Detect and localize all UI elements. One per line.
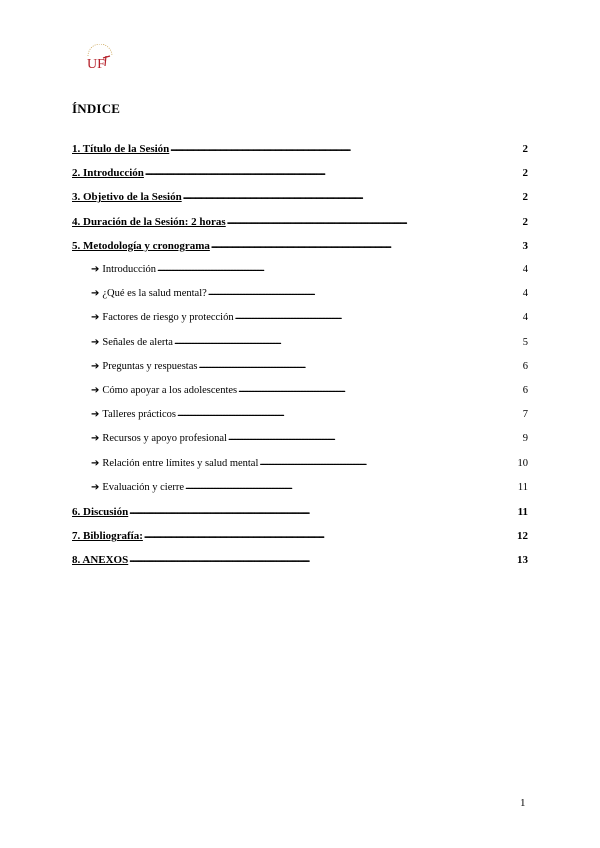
dot-leader bbox=[235, 310, 522, 324]
toc-entry[interactable] bbox=[91, 384, 528, 398]
dot-leader bbox=[208, 286, 522, 300]
dot-leader bbox=[183, 189, 522, 203]
toc-entry-page: 2 bbox=[522, 143, 528, 155]
toc-entry-page: 5 bbox=[522, 336, 528, 348]
toc-entry-label: Introducción bbox=[102, 264, 157, 275]
toc-entry-page: 11 bbox=[517, 506, 528, 518]
toc-entry-label: Señales de alerta bbox=[102, 336, 173, 348]
toc-link[interactable] bbox=[91, 311, 528, 325]
toc-link[interactable] bbox=[72, 239, 528, 253]
university-logo bbox=[84, 44, 116, 72]
toc-entry-page: 4 bbox=[522, 312, 528, 324]
dot-leader bbox=[170, 141, 521, 155]
arrow-right-icon: ➔ bbox=[91, 457, 100, 469]
toc-entry-label: 2. Introducción bbox=[72, 167, 144, 180]
toc-entry-label: 7. Bibliografía: bbox=[72, 530, 143, 543]
toc-entry-page: 4 bbox=[522, 288, 528, 300]
toc-entry[interactable] bbox=[72, 529, 528, 543]
toc-entry-page: 6 bbox=[522, 360, 528, 372]
toc-entry-page: 13 bbox=[517, 554, 528, 567]
index-heading: ÍNDICE bbox=[72, 101, 121, 116]
toc-entry-page: 11 bbox=[517, 481, 528, 493]
toc-entry[interactable] bbox=[72, 142, 528, 156]
toc-link[interactable] bbox=[72, 553, 528, 567]
toc-entry-label: Relación entre límites y salud mental bbox=[102, 457, 259, 469]
toc-entry[interactable] bbox=[91, 336, 528, 350]
dot-leader bbox=[157, 262, 522, 276]
toc-entry[interactable] bbox=[72, 215, 528, 229]
toc-entry[interactable] bbox=[72, 553, 528, 567]
dot-leader bbox=[227, 214, 522, 228]
toc-entry[interactable] bbox=[91, 432, 528, 446]
dot-leader bbox=[144, 528, 516, 542]
toc-entry-page: 4 bbox=[522, 264, 528, 275]
toc-entry[interactable] bbox=[91, 311, 528, 325]
toc-link[interactable] bbox=[72, 190, 528, 204]
dot-leader bbox=[259, 456, 516, 470]
svg-text:UF: UF bbox=[87, 57, 105, 72]
toc-link[interactable] bbox=[91, 336, 528, 350]
arrow-right-icon: ➔ bbox=[91, 409, 100, 421]
toc-entry-label: 1. Título de la Sesión bbox=[72, 143, 170, 155]
dot-leader bbox=[238, 383, 522, 397]
toc-link[interactable] bbox=[72, 215, 528, 229]
arrow-right-icon: ➔ bbox=[91, 312, 100, 324]
toc-entry-page: 2 bbox=[522, 191, 528, 204]
toc-entry[interactable] bbox=[91, 263, 528, 277]
toc-entry[interactable] bbox=[72, 166, 528, 180]
toc-entry-label: ¿Qué es la salud mental? bbox=[102, 288, 207, 300]
arrow-right-icon: ➔ bbox=[91, 336, 100, 348]
toc-entry[interactable] bbox=[72, 505, 528, 519]
arrow-right-icon: ➔ bbox=[91, 360, 100, 372]
toc-link[interactable] bbox=[72, 166, 528, 180]
dot-leader bbox=[198, 359, 521, 373]
dot-leader bbox=[177, 407, 522, 421]
toc-entry-label: 8. ANEXOS bbox=[72, 554, 129, 567]
toc-entry-page: 10 bbox=[517, 457, 528, 469]
toc-entry-page: 2 bbox=[522, 215, 528, 228]
toc-link[interactable] bbox=[91, 457, 528, 471]
toc-entry-label: Recursos y apoyo profesional bbox=[102, 433, 227, 445]
toc-link[interactable] bbox=[91, 481, 528, 495]
toc-entry[interactable] bbox=[72, 190, 528, 204]
toc-link[interactable] bbox=[91, 384, 528, 398]
dot-leader bbox=[145, 165, 522, 179]
toc-entry-page: 12 bbox=[517, 530, 528, 543]
dot-leader bbox=[228, 431, 522, 445]
arrow-right-icon: ➔ bbox=[91, 385, 100, 396]
toc-link[interactable] bbox=[91, 432, 528, 446]
toc-link[interactable] bbox=[72, 142, 528, 156]
toc-link[interactable] bbox=[72, 529, 528, 543]
toc-entry-label: 4. Duración de la Sesión: 2 horas bbox=[72, 215, 226, 228]
toc-entry-page: 9 bbox=[522, 433, 528, 445]
toc-entry-label: Factores de riesgo y protección bbox=[102, 312, 234, 324]
dot-leader bbox=[129, 504, 516, 518]
dot-leader bbox=[185, 480, 517, 494]
toc-link[interactable] bbox=[91, 360, 528, 374]
toc-entry[interactable] bbox=[91, 481, 528, 495]
toc-entry-page: 2 bbox=[522, 167, 528, 180]
toc-entry-page: 7 bbox=[522, 409, 528, 421]
toc-link[interactable] bbox=[91, 263, 528, 277]
arrow-right-icon: ➔ bbox=[91, 288, 100, 300]
toc-entry-label: 6. Discusión bbox=[72, 506, 129, 518]
toc-entry-page: 3 bbox=[522, 239, 528, 252]
toc-entry[interactable] bbox=[91, 408, 528, 422]
toc-link[interactable] bbox=[91, 287, 528, 301]
toc-entry-label: Talleres prácticos bbox=[102, 409, 176, 421]
page-number: 1 bbox=[520, 797, 526, 809]
toc-entry-label: Cómo apoyar a los adolescentes bbox=[102, 385, 238, 396]
dot-leader bbox=[211, 238, 522, 252]
arrow-right-icon: ➔ bbox=[91, 481, 100, 493]
toc-entry[interactable] bbox=[91, 457, 528, 471]
arrow-right-icon: ➔ bbox=[91, 264, 100, 275]
dot-leader bbox=[174, 335, 522, 349]
toc-entry-page: 6 bbox=[522, 385, 528, 396]
dot-leader bbox=[129, 552, 516, 566]
toc-entry-label: Evaluación y cierre bbox=[102, 481, 185, 493]
toc-entry[interactable] bbox=[91, 360, 528, 374]
toc-entry[interactable] bbox=[91, 287, 528, 301]
toc-entry-label: 3. Objetivo de la Sesión bbox=[72, 191, 182, 204]
arrow-right-icon: ➔ bbox=[91, 433, 100, 445]
toc-link[interactable] bbox=[91, 408, 528, 422]
toc-entry-label: 5. Metodología y cronograma bbox=[72, 239, 210, 252]
toc-link[interactable] bbox=[72, 505, 528, 519]
toc-entry-label: Preguntas y respuestas bbox=[102, 360, 198, 372]
toc-entry[interactable] bbox=[72, 239, 528, 253]
